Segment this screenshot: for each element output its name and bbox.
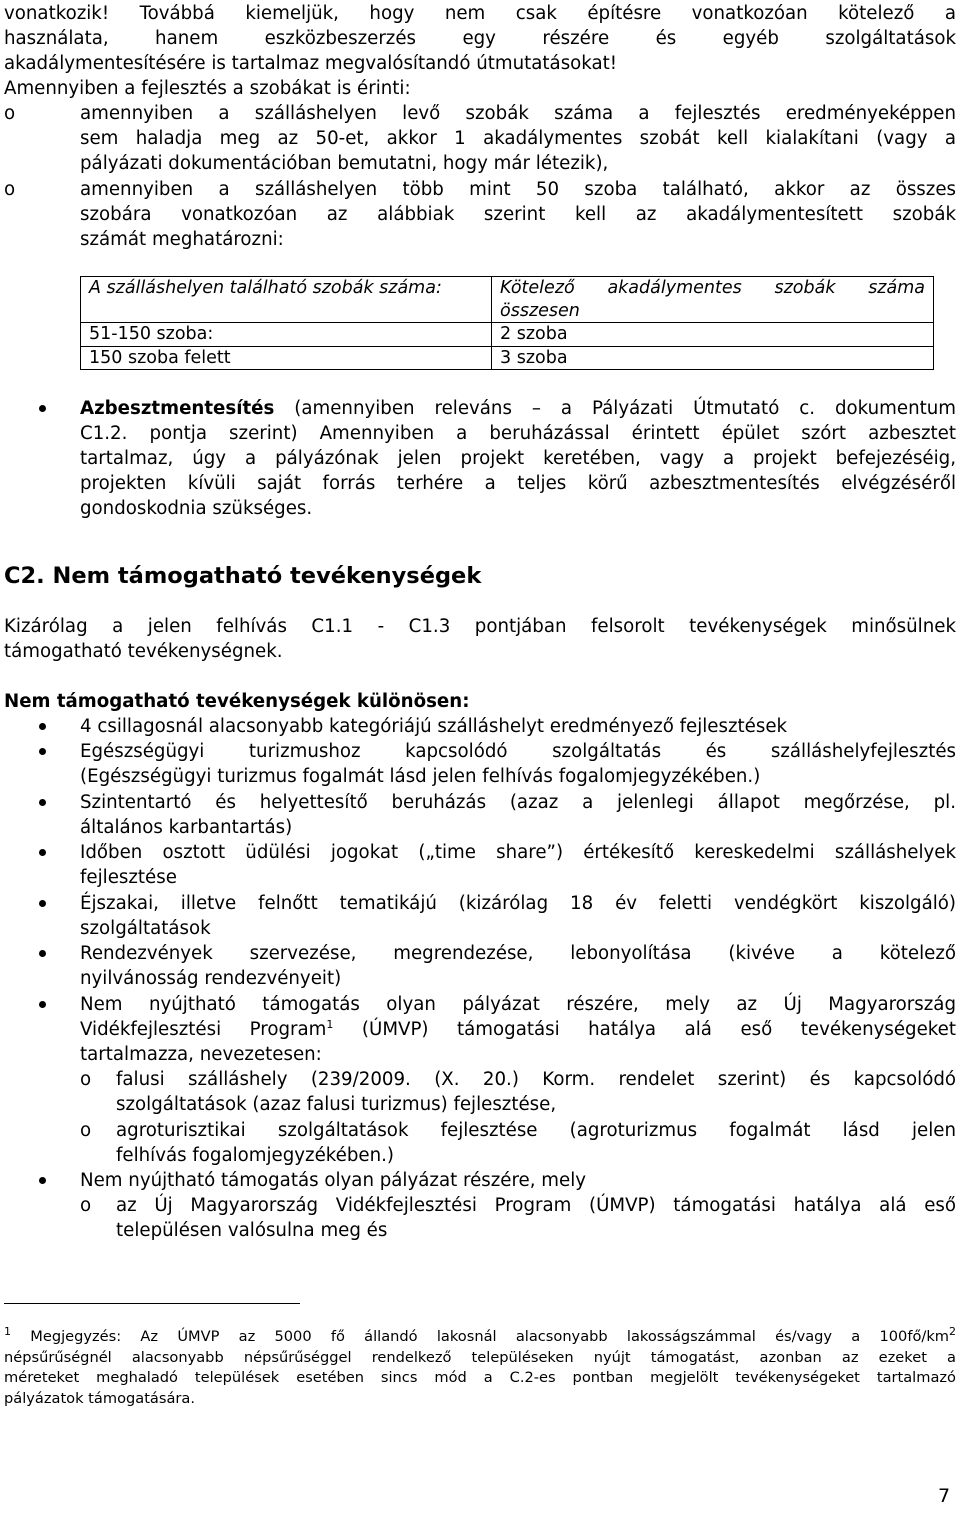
sub-item-2-line-3: számát meghatározni:: [80, 229, 284, 250]
footnote-line-1: $^1$ Megjegyzés: Az ÚMVP az 5000 fő állandó lakosnál alacsonyabb lakosságszámmal és/vagy a $100fő/km^2$: [4, 1325, 956, 1345]
bullet-7-sub-2-line-1: agroturisztikai szolgáltatások fejlesztése (agroturizmus fogalmát lásd jelen: [116, 1120, 956, 1141]
bullet-7-sub-1-line-2: szolgáltatások (azaz falusi turizmus) fejlesztése,: [116, 1094, 557, 1115]
paragraph-line-2: támogatható tevékenységnek.: [4, 641, 283, 662]
bullet-icon: [39, 799, 46, 806]
intro-line-1: vonatkozik! Továbbá kiemeljük, hogy nem csak építésre vonatkozóan kötelező a: [4, 3, 956, 24]
asbestos-line-5: gondoskodnia szükséges.: [80, 498, 313, 519]
cell-rooms: 51-150 szoba:: [81, 323, 492, 347]
sub-item-2-line-2: szobára vonatkozóan az alábbiak szerint kell az akadálymentesített szobák: [80, 204, 956, 225]
sub-item-marker: o: [80, 1069, 92, 1090]
bullet-icon: [39, 405, 46, 412]
asbestos-line-1: Azbesztmentesítés (amennyiben releváns – a Pályázati Útmutató c. dokumentum: [80, 398, 956, 419]
intro-line-3: akadálymentesítésére is tartalmaz megvalósítandó útmutatásokat!: [4, 53, 618, 74]
asbestos-line-4: projekten kívüli saját forrás terhére a teljes körű azbesztmentesítés elvégzéséről: [80, 473, 956, 494]
table-row: [81, 323, 934, 347]
bullet-4-line-1: Időben osztott üdülési jogokat („time share”) értékesítő kereskedelmi szálláshelyek: [80, 842, 956, 863]
bullet-1: 4 csillagosnál alacsonyabb kategóriájú szálláshelyt eredményező fejlesztések: [80, 716, 788, 737]
paragraph-line-1: Kizárólag a jelen felhívás C1.1 - C1.3 pontjában felsorolt tevékenységek minősülnek: [4, 616, 956, 637]
bullet-3-line-1: Szintentartó és helyettesítő beruházás (azaz a jelenlegi állapot megőrzése, pl.: [80, 792, 956, 813]
table-header-row: [81, 277, 934, 323]
sub-item-marker: o: [80, 1195, 92, 1216]
sub-item-1-line-2: sem haladja meg az 50-et, akkor 1 akadálymentes szobát kell kialakítani (vagy a: [80, 128, 956, 149]
sub-item-1-line-1: amennyiben a szálláshelyen levő szobák száma a fejlesztés eredményeképpen: [80, 103, 956, 124]
asbestos-line-3: tartalmaz, úgy a pályázónak jelen projekt keretében, vagy a projekt befejezéséig,: [80, 448, 956, 469]
asbestos-line-2: C1.2. pontja szerint) Amennyiben a beruházással érintett épület szórt azbesztet: [80, 423, 956, 444]
room-requirements-table: [80, 276, 934, 370]
bullet-icon: [39, 723, 46, 730]
sub-item-marker: o: [4, 179, 16, 200]
bullet-5-line-1: Éjszakai, illetve felnőtt tematikájú (kizárólag 18 év feletti vendégkört kiszolgáló): [80, 893, 956, 914]
bullet-7-line-1: Nem nyújtható támogatás olyan pályázat részére, mely az Új Magyarország: [80, 994, 956, 1015]
bullet-6-line-2: nyilvánosság rendezvényeit): [80, 968, 342, 989]
bullet-7-line-3: tartalmazza, nevezetesen:: [80, 1044, 322, 1065]
bullet-icon: [39, 748, 46, 755]
intro-line-4: Amennyiben a fejlesztés a szobákat is érinti:: [4, 78, 411, 99]
sub-item-2-line-1: amennyiben a szálláshelyen több mint 50 szoba található, akkor az összes: [80, 179, 956, 200]
bullet-icon: [39, 1177, 46, 1184]
sub-item-marker: o: [80, 1120, 92, 1141]
cell-required: 2 szoba: [492, 323, 934, 347]
footnote-line-3: méreteket meghaladó települések esetében sincs mód a C.2-es pontban megjelölt tevékenységeket tartalmazó: [4, 1369, 956, 1386]
bullet-5-line-2: szolgáltatások: [80, 918, 211, 939]
intro-line-2: használata, hanem eszközbeszerzés egy részére és egyéb szolgáltatások: [4, 28, 956, 49]
bullet-4-line-2: fejlesztése: [80, 867, 177, 888]
bullet-2-line-1: Egészségügyi turizmushoz kapcsolódó szolgáltatás és szálláshelyfejlesztés: [80, 741, 956, 762]
bullet-icon: [39, 1001, 46, 1008]
table-row: [81, 346, 934, 370]
cell-required: 3 szoba: [492, 346, 934, 370]
bullet-8-sub-1-line-1: az Új Magyarország Vidékfejlesztési Program (ÚMVP) támogatási hatálya alá eső: [116, 1195, 956, 1216]
header-rooms: A szálláshelyen található szobák száma:: [81, 277, 492, 323]
sub-item-marker: o: [4, 103, 16, 124]
footnote: [4, 1327, 956, 1409]
footnote-separator: [4, 1303, 300, 1304]
footnote-line-4: pályázatok támogatására.: [4, 1389, 195, 1407]
bullet-3-line-2: általános karbantartás): [80, 817, 293, 838]
subheading: Nem támogatható tevékenységek különösen:: [4, 691, 470, 712]
bullet-7-sub-1-line-1: falusi szálláshely (239/2009. (X. 20.) Korm. rendelet szerint) és kapcsolódó: [116, 1069, 956, 1090]
bullet-7-line-2: Vidékfejlesztési Program$^1$ (ÚMVP) támogatási hatálya alá eső tevékenységeket: [80, 1017, 956, 1040]
bullet-8-line-1: Nem nyújtható támogatás olyan pályázat részére, mely: [80, 1170, 587, 1191]
page-number: 7: [938, 1485, 951, 1507]
header-required: Kötelező akadálymentes szobák száma összesen: [492, 277, 934, 323]
footnote-ref: 1: [326, 1017, 334, 1031]
bullet-icon: [39, 849, 46, 856]
bullet-2-line-2: (Egészségügyi turizmus fogalmát lásd jelen felhívás fogalomjegyzékében.): [80, 766, 761, 787]
bullet-8-sub-1-line-2: településen valósulna meg és: [116, 1220, 388, 1241]
cell-rooms: 150 szoba felett: [81, 346, 492, 370]
bullet-6-line-1: Rendezvények szervezése, megrendezése, lebonyolítása (kivéve a kötelező: [80, 943, 956, 964]
bullet-icon: [39, 900, 46, 907]
sub-item-1-line-3: pályázati dokumentációban bemutatni, hogy már létezik),: [80, 153, 609, 174]
bullet-icon: [39, 950, 46, 957]
section-heading: C2. Nem támogatható tevékenységek: [4, 563, 482, 589]
footnote-line-2: népsűrűségnél alacsonyabb népsűrűséggel rendelkező településeken nyújt támogatást, azonban az ezeket a: [4, 1348, 956, 1366]
bullet-7-sub-2-line-2: felhívás fogalomjegyzékében.): [116, 1145, 395, 1166]
